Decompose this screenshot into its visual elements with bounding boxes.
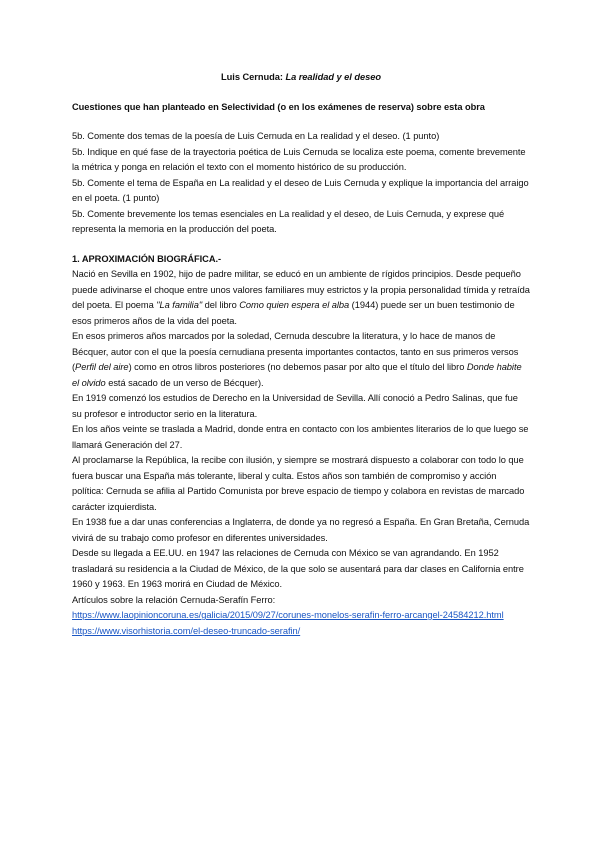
bio-paragraph-6: En 1938 fue a dar unas conferencias a Inglaterra, de donde ya no regresó a España. En Gran Bretaña, Cernuda vivirá de su trabajo como profesor en diferentes universidades. xyxy=(72,517,530,543)
question-1: 5b. Comente dos temas de la poesía de Luis Cernuda en La realidad y el deseo. (1 punto) xyxy=(72,131,440,141)
bio-p2-text-b: ) como en otros libros posteriores (no debemos pasar por alto que el título del libro xyxy=(128,362,467,372)
bio-p2-book-title-1: Perfil del aire xyxy=(75,362,129,372)
article-link-2[interactable]: https://www.visorhistoria.com/el-deseo-truncado-serafin/ xyxy=(72,625,301,636)
document-page xyxy=(72,70,530,639)
document-title xyxy=(72,70,530,86)
bio-p2-text-c: está sacado de un verso de Bécquer). xyxy=(105,377,264,388)
bio-p1-text-a: Nació en Sevilla en 1902, hijo de padre militar, se educó en un ambiente de rígidos principios. Desde pequeño puede adivinarse el choque entre unos valores familiares muy estrictos y la propia personalidad tímida y retraída del poeta. El poema xyxy=(72,269,530,310)
bio-paragraph-3: En 1919 comenzó los estudios de Derecho en la Universidad de Sevilla. Allí conoció a Pedro Salinas, que fue su profesor e introductor serio en la literatura. xyxy=(72,393,518,419)
bio-paragraph-7: Desde su llegada a EE.UU. en 1947 las relaciones de Cernuda con México se van agrandando. En 1952 trasladará su residencia a la Ciudad de México, de la que solo se ausentará para dar clases en California entre 1960 y 1963. En 1963 morirá en Ciudad de México. xyxy=(72,548,524,589)
bio-p1-text-c: (1944) puede ser un buen testimonio de esos primeros años de la vida del poeta. xyxy=(72,300,515,326)
bio-paragraph-8: Artículos sobre la relación Cernuda-Serafín Ferro: xyxy=(72,594,276,605)
section-heading: 1. APROXIMACIÓN BIOGRÁFICA.- xyxy=(72,253,222,264)
bio-p2-text-a: En esos primeros años marcados por la soledad, Cernuda descubre la literatura, y lo hace de manos de Bécquer, autor con el que la poesía cernudiana presenta importantes contactos, tanto en sus primeros versos ( xyxy=(72,331,519,372)
bio-p1-text-b: del libro xyxy=(202,300,240,310)
bio-paragraph-2 xyxy=(72,329,530,391)
bio-p1-book-title: Como quien espera el alba xyxy=(239,300,350,310)
bio-paragraph-5: Al proclamarse la República, la recibe con ilusión, y siempre se mostrará dispuesto a colaborar con todo lo que fuera buscar una España más tolerante, liberal y culta. Estos años son también de compromiso y acción política: Cernuda se afilia al Partido Comunista por breve espacio de tiempo y colabora en revistas de marcado carácter izquierdista. xyxy=(72,455,525,512)
bio-paragraph-4: En los años veinte se traslada a Madrid, donde entra en contacto con los ambientes literarios de lo que luego se llamará Generación del 27. xyxy=(72,424,529,450)
question-4: 5b. Comente brevemente los temas esenciales en La realidad y el deseo, de Luis Cernuda, y exprese qué representa la memoria en la producción del poeta. xyxy=(72,208,505,234)
question-3: 5b. Comente el tema de España en La realidad y el deseo de Luis Cernuda y explique la importancia del arraigo en el poeta. (1 punto) xyxy=(72,177,529,203)
article-link-1[interactable]: https://www.laopinioncoruna.es/galicia/2015/09/27/corunes-monelos-serafin-ferro-arcangel-24584212.html xyxy=(72,610,504,620)
bio-p1-poem-title: "La familia" xyxy=(156,300,203,310)
document-subtitle: Cuestiones que han planteado en Selectividad (o en los exámenes de reserva) sobre esta obra xyxy=(72,101,485,112)
title-author: Luis Cernuda: xyxy=(221,72,283,82)
bio-p2-book-title-2: Donde habite el olvido xyxy=(72,362,522,388)
title-work: La realidad y el deseo xyxy=(285,72,381,82)
bio-paragraph-1 xyxy=(72,267,530,329)
question-2: 5b. Indique en qué fase de la trayectoria poética de Luis Cernuda se localiza este poema, comente brevemente la métrica y ponga en relación el texto con el momento histórico de su producción. xyxy=(72,146,526,172)
questions-list xyxy=(72,129,530,238)
